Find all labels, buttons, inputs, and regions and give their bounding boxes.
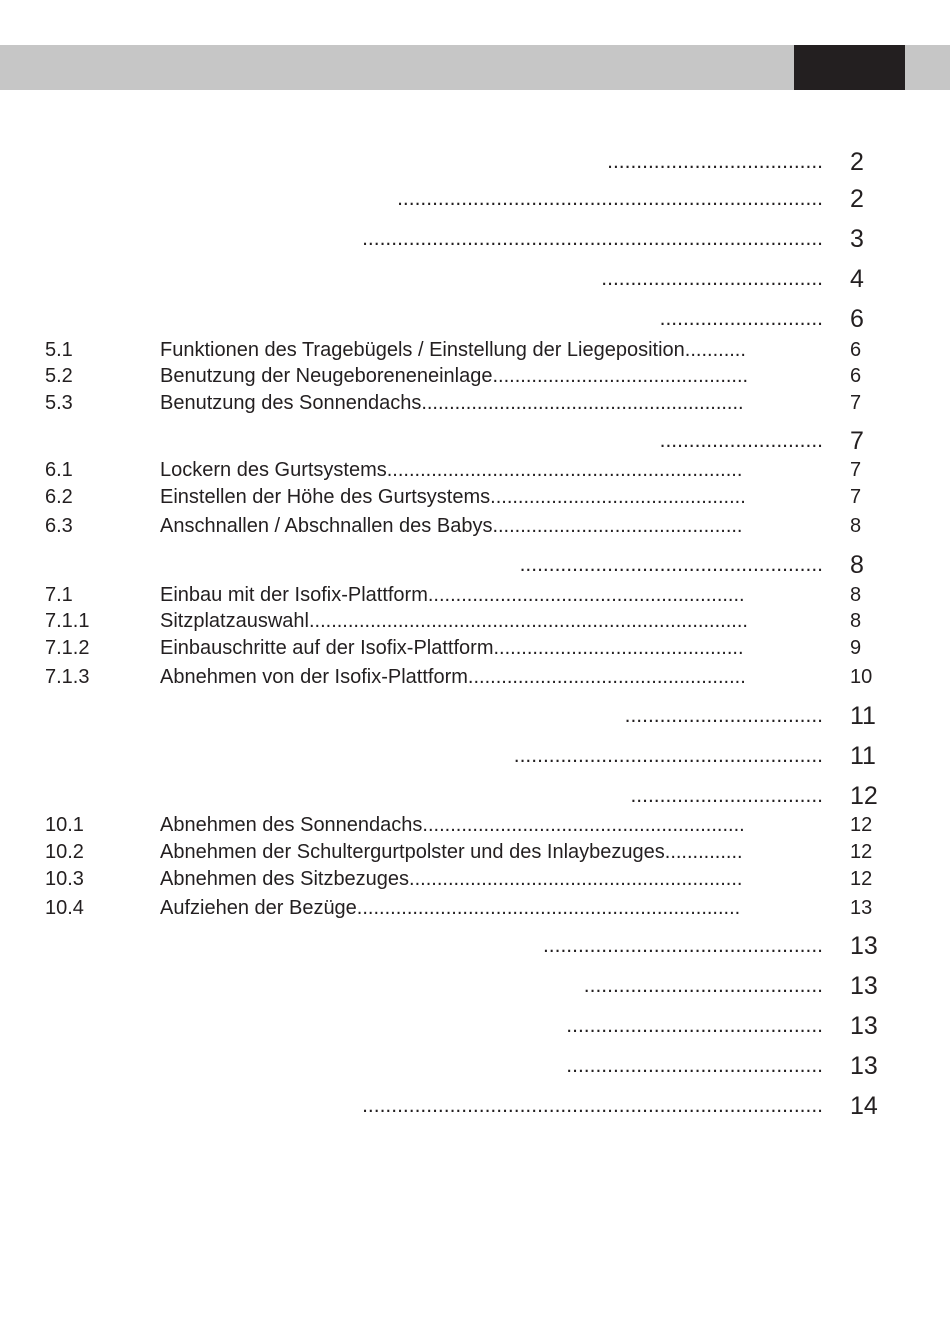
toc-leader-dots: ............................ <box>659 429 823 452</box>
toc-entry-page: 2 <box>850 185 864 213</box>
toc-leader-dots: ......................................... <box>583 974 823 997</box>
toc-entry-title: Benutzung der Neugeboreneneinlage.............................................. <box>160 365 749 387</box>
toc-entry-page: 10 <box>850 666 873 688</box>
toc-entry-number: 7.1.2 <box>45 637 90 659</box>
toc-entry-number: 7.1.3 <box>45 666 90 688</box>
toc-entry-title: Einbau mit der Isofix-Plattform......................................................... <box>160 584 745 606</box>
toc-entry-page: 13 <box>850 1052 878 1080</box>
toc-entry-page: 8 <box>850 515 862 537</box>
toc-entry-page: 13 <box>850 897 873 919</box>
toc-leader-dots: ......................................................................... <box>397 187 823 210</box>
toc-entry-page: 13 <box>850 1012 878 1040</box>
toc-entry-title: Abnehmen des Sitzbezuges............................................................ <box>160 868 743 890</box>
toc-entry-title: Aufziehen der Bezüge..................................................................... <box>160 897 741 919</box>
toc-entry-title: Benutzung des Sonnendachs.......................................................... <box>160 392 744 414</box>
toc-leader-dots: ................................................ <box>542 934 823 957</box>
toc-leader-dots: ................................. <box>630 784 823 807</box>
toc-entry-page: 7 <box>850 486 862 508</box>
toc-entry-page: 13 <box>850 932 878 960</box>
toc-entry-number: 10.4 <box>45 897 84 919</box>
toc-leader-dots: ..................................................... <box>513 744 823 767</box>
toc-entry-number: 10.1 <box>45 814 84 836</box>
toc-leader-dots: ............................ <box>659 307 823 330</box>
toc-entry-page: 6 <box>850 365 862 387</box>
toc-leader-dots: ............................................................................... <box>362 1094 823 1117</box>
toc-entry-title: Abnehmen der Schultergurtpolster und des Inlaybezuges.............. <box>160 841 743 863</box>
toc-entry-page: 4 <box>850 265 864 293</box>
toc-entry-number: 6.2 <box>45 486 73 508</box>
toc-entry-number: 5.1 <box>45 339 73 361</box>
toc-entry-page: 11 <box>850 742 876 770</box>
toc-leader-dots: .................................. <box>624 704 823 727</box>
toc-entry-page: 7 <box>850 392 862 414</box>
toc-entry-title: Sitzplatzauswahl............................................................................... <box>160 610 748 632</box>
toc-entry-page: 11 <box>850 702 876 730</box>
toc-entry-title: Abnehmen des Sonnendachs.......................................................... <box>160 814 745 836</box>
toc-entry-number: 10.2 <box>45 841 84 863</box>
toc-entry-page: 7 <box>850 459 862 481</box>
toc-entry-page: 2 <box>850 148 864 176</box>
toc-leader-dots: ............................................................................... <box>362 227 823 250</box>
toc-leader-dots: .................................................... <box>519 553 823 576</box>
toc-entry-page: 8 <box>850 610 862 632</box>
toc-entry-title: Einbauschritte auf der Isofix-Plattform............................................. <box>160 637 744 659</box>
toc-entry-number: 5.2 <box>45 365 73 387</box>
toc-entry-page: 8 <box>850 584 862 606</box>
toc-leader-dots: ..................................... <box>607 150 823 173</box>
toc-leader-dots: ............................................ <box>566 1014 823 1037</box>
toc-entry-page: 3 <box>850 225 864 253</box>
toc-entry-page: 6 <box>850 339 862 361</box>
toc-entry-page: 14 <box>850 1092 878 1120</box>
toc-entry-title: Einstellen der Höhe des Gurtsystems.............................................. <box>160 486 746 508</box>
toc-leader-dots: ............................................ <box>566 1054 823 1077</box>
toc-entry-page: 13 <box>850 972 878 1000</box>
toc-entry-title: Lockern des Gurtsystems................................................................ <box>160 459 743 481</box>
toc-entry-page: 12 <box>850 814 873 836</box>
toc-entry-page: 8 <box>850 551 864 579</box>
toc-leader-dots: ...................................... <box>601 267 823 290</box>
toc-entry-page: 12 <box>850 782 878 810</box>
toc-entry-title: Funktionen des Tragebügels / Einstellung der Liegeposition........... <box>160 339 746 361</box>
toc-entry-page: 12 <box>850 841 873 863</box>
toc-entry-number: 10.3 <box>45 868 84 890</box>
toc-entry-number: 5.3 <box>45 392 73 414</box>
toc-entry-page: 6 <box>850 305 864 333</box>
toc-entry-number: 7.1.1 <box>45 610 90 632</box>
toc-entry-page: 12 <box>850 868 873 890</box>
toc-entry-number: 6.1 <box>45 459 73 481</box>
toc-entry-title: Anschnallen / Abschnallen des Babys............................................. <box>160 515 743 537</box>
toc-entry-title: Abnehmen von der Isofix-Plattform.................................................. <box>160 666 746 688</box>
toc-entry-number: 6.3 <box>45 515 73 537</box>
toc-entry-number: 7.1 <box>45 584 73 606</box>
toc-entry-page: 9 <box>850 637 862 659</box>
toc-entry-page: 7 <box>850 427 864 455</box>
